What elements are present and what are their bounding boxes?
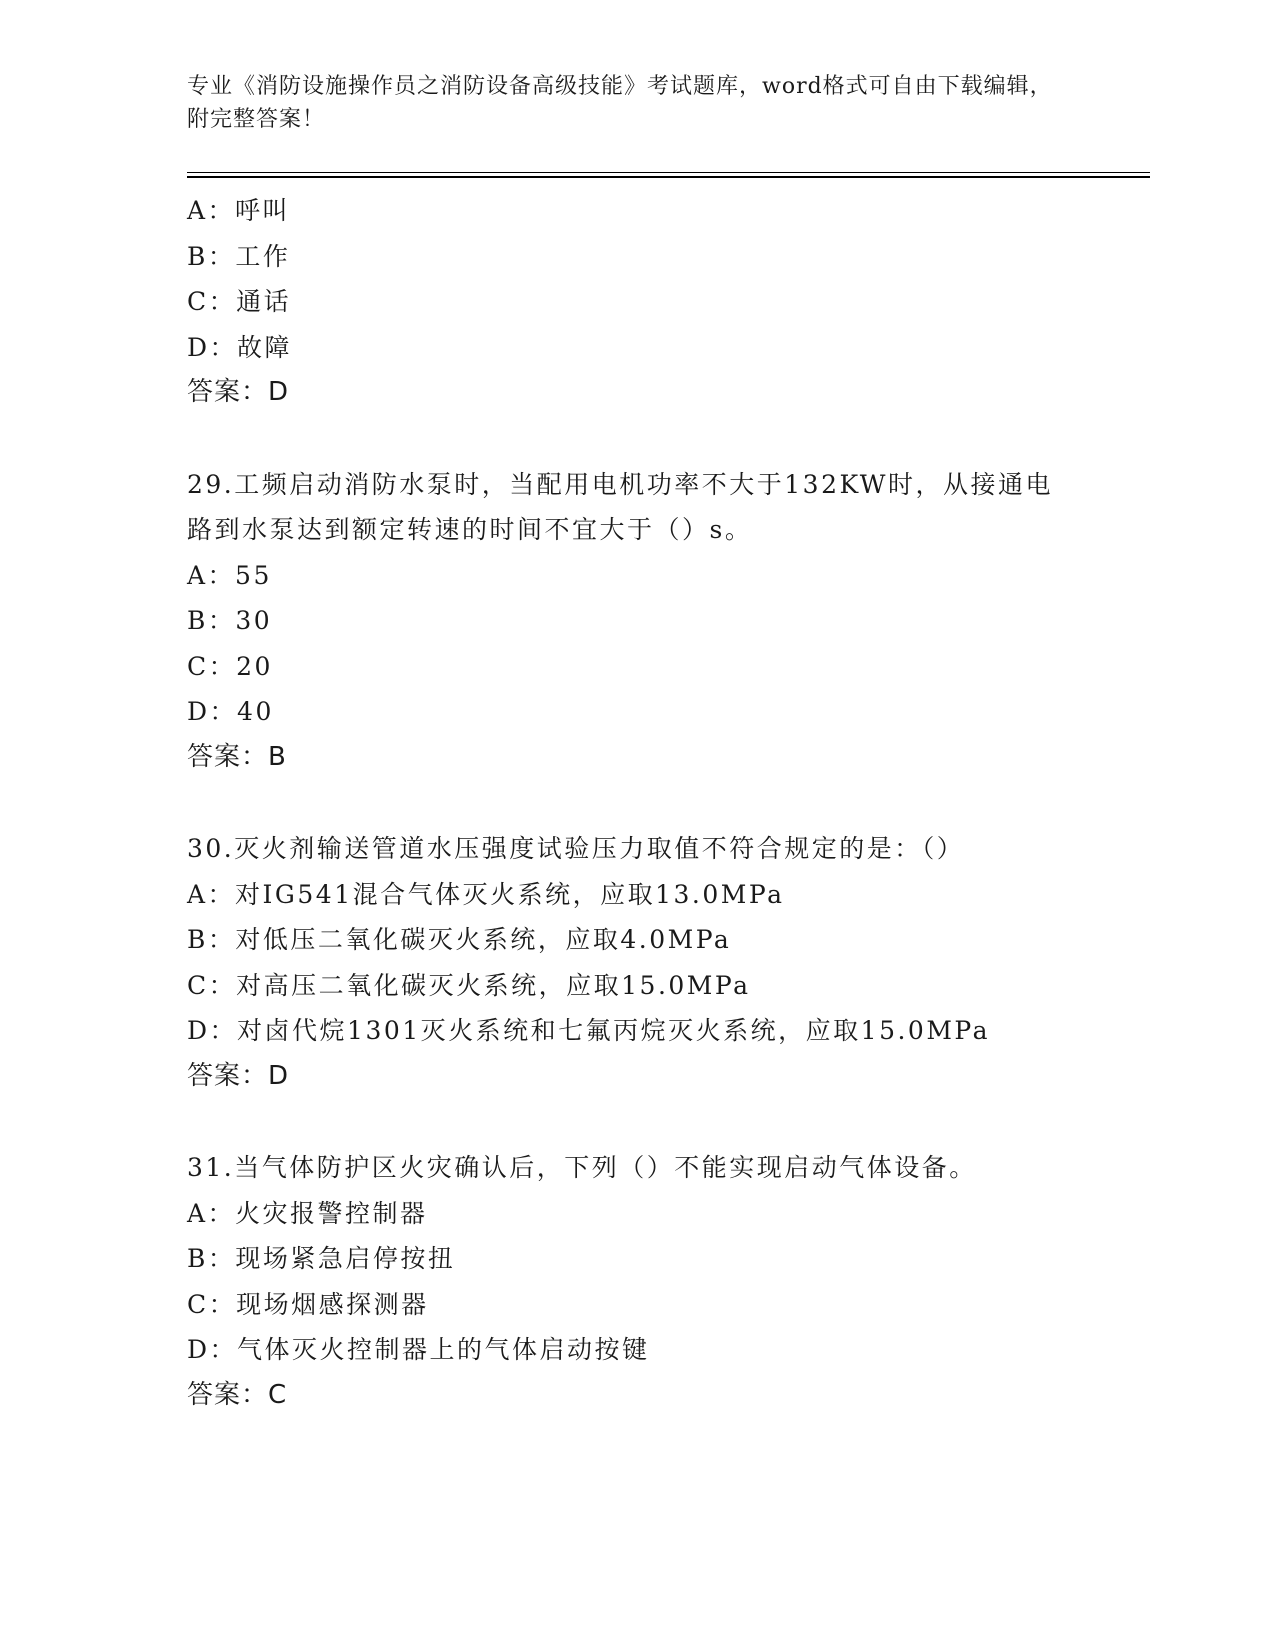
question-31 bbox=[187, 1145, 1107, 1418]
answer: 答案：D bbox=[187, 377, 290, 407]
option-b: B：现场紧急启停按扭 bbox=[187, 1244, 456, 1273]
header-rule-thin bbox=[187, 172, 1150, 173]
question-list bbox=[187, 188, 1107, 1418]
option-d: D：40 bbox=[187, 697, 274, 726]
spacer bbox=[187, 780, 1107, 826]
option-b: B：对低压二氧化碳灭火系统，应取4.0MPa bbox=[187, 925, 732, 954]
question-28 bbox=[187, 188, 1107, 416]
option-d: D：气体灭火控制器上的气体启动按键 bbox=[187, 1335, 650, 1364]
answer: 答案：C bbox=[187, 1379, 288, 1410]
spacer bbox=[187, 1099, 1107, 1145]
question-30 bbox=[187, 826, 1107, 1099]
question-stem: 30.灭火剂输送管道水压强度试验压力取值不符合规定的是：（） bbox=[187, 834, 965, 863]
question-stem: 31.当气体防护区火灾确认后，下列（）不能实现启动气体设备。 bbox=[187, 1153, 977, 1182]
header-rule-thick bbox=[187, 176, 1150, 178]
option-c: C：通话 bbox=[187, 287, 292, 316]
option-b: B：30 bbox=[187, 606, 273, 635]
option-c: C：对高压二氧化碳灭火系统，应取15.0MPa bbox=[187, 970, 751, 1000]
option-c: C：现场烟感探测器 bbox=[187, 1289, 429, 1319]
option-b: B：工作 bbox=[187, 241, 291, 271]
option-d: D：对卤代烷1301灭火系统和七氟丙烷灭火系统，应取15.0MPa bbox=[187, 1016, 991, 1045]
option-a: A：呼叫 bbox=[187, 196, 291, 225]
document-header: 专业《消防设施操作员之消防设备高级技能》考试题库，word格式可自由下载编辑，附完整答案！ bbox=[187, 74, 1053, 132]
option-d: D：故障 bbox=[187, 332, 293, 362]
question-29 bbox=[187, 462, 1107, 781]
option-a: A：对IG541混合气体灭火系统，应取13.0MPa bbox=[187, 879, 785, 909]
spacer bbox=[187, 416, 1107, 462]
question-stem: 29.工频启动消防水泵时，当配用电机功率不大于132KW时，从接通电路到水泵达到额定转速的时间不宜大于（）s。 bbox=[187, 469, 1053, 544]
answer: 答案：B bbox=[187, 741, 287, 772]
option-a: A：55 bbox=[187, 560, 272, 590]
option-a: A：火灾报警控制器 bbox=[187, 1198, 428, 1228]
answer: 答案：D bbox=[187, 1060, 290, 1091]
option-c: C：20 bbox=[187, 651, 273, 681]
